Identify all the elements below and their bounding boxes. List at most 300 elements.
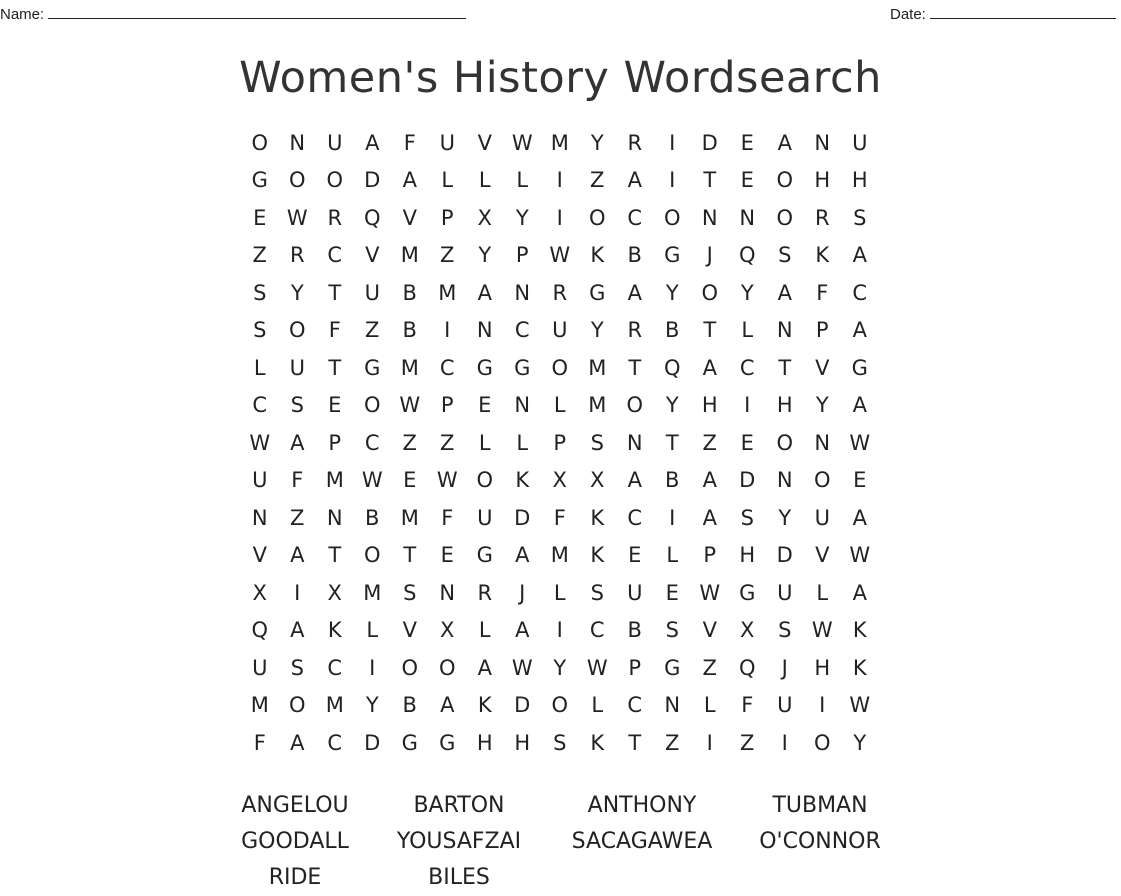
grid-letter: N bbox=[626, 430, 643, 455]
grid-letter: X bbox=[590, 468, 605, 493]
grid-letter: P bbox=[440, 205, 454, 230]
grid-letter: M bbox=[550, 543, 569, 568]
grid-letter: U bbox=[814, 505, 830, 530]
grid-letter: H bbox=[814, 168, 831, 193]
grid-letter: O bbox=[663, 205, 681, 230]
grid-letter: W bbox=[811, 618, 833, 643]
grid-letter: M bbox=[438, 280, 457, 305]
grid-letter: C bbox=[439, 355, 455, 380]
grid-letter: F bbox=[816, 280, 829, 305]
grid-letter: L bbox=[253, 355, 266, 380]
grid-letter: S bbox=[253, 318, 267, 343]
date-label: Date: bbox=[890, 6, 926, 23]
grid-letter: Z bbox=[440, 430, 455, 455]
grid-letter: L bbox=[666, 543, 679, 568]
grid-letter: C bbox=[364, 430, 380, 455]
grid-letter: U bbox=[552, 318, 568, 343]
grid-letter: U bbox=[439, 130, 455, 155]
grid-letter: O bbox=[401, 655, 419, 680]
grid-letter: R bbox=[814, 205, 830, 230]
grid-letter: V bbox=[252, 543, 267, 568]
grid-letter: K bbox=[590, 543, 605, 568]
grid-letter: E bbox=[853, 468, 867, 493]
grid-letter: A bbox=[365, 130, 380, 155]
grid-letter: D bbox=[776, 543, 793, 568]
grid-letter: M bbox=[550, 130, 569, 155]
grid-letter: G bbox=[401, 730, 418, 755]
grid-letter: Z bbox=[290, 505, 305, 530]
date-field bbox=[890, 4, 1116, 23]
grid-letter: G bbox=[664, 243, 681, 268]
grid-letter: W bbox=[586, 655, 608, 680]
grid-letter: H bbox=[739, 543, 756, 568]
grid-letter: N bbox=[814, 430, 831, 455]
grid-letter: D bbox=[514, 693, 531, 718]
grid-letter: N bbox=[251, 505, 268, 530]
grid-letter: N bbox=[439, 580, 456, 605]
grid-letter: T bbox=[628, 730, 642, 755]
grid-letter: Y bbox=[590, 130, 604, 155]
grid-letter: N bbox=[701, 205, 718, 230]
grid-letter: I bbox=[669, 130, 676, 155]
grid-letter: C bbox=[589, 618, 605, 643]
grid-letter: H bbox=[701, 393, 718, 418]
grid-letter: G bbox=[476, 543, 493, 568]
grid-letter: V bbox=[402, 618, 417, 643]
grid-letter: W bbox=[849, 543, 871, 568]
grid-letter: I bbox=[669, 168, 676, 193]
grid-letter: A bbox=[702, 468, 717, 493]
grid-letter: O bbox=[776, 168, 794, 193]
grid-letter: Z bbox=[590, 168, 605, 193]
grid-letter: Z bbox=[740, 730, 755, 755]
grid-letter: S bbox=[290, 655, 304, 680]
grid-letter: Z bbox=[702, 655, 717, 680]
grid-letter: G bbox=[439, 730, 456, 755]
letter-grid bbox=[241, 124, 879, 762]
grid-letter: O bbox=[251, 130, 269, 155]
grid-letter: Q bbox=[251, 618, 269, 643]
grid-letter: P bbox=[553, 430, 567, 455]
grid-letter: T bbox=[328, 355, 342, 380]
grid-letter: F bbox=[441, 505, 454, 530]
grid-letter: F bbox=[403, 130, 416, 155]
grid-letter: T bbox=[778, 355, 792, 380]
word-bank-item: TUBMAN bbox=[772, 793, 868, 818]
grid-letter: Q bbox=[363, 205, 381, 230]
word-bank-item: RIDE bbox=[268, 865, 322, 890]
grid-letter: V bbox=[402, 205, 417, 230]
grid-letter: L bbox=[591, 693, 604, 718]
name-blank-line bbox=[48, 4, 466, 19]
grid-letter: I bbox=[369, 655, 376, 680]
grid-letter: G bbox=[739, 580, 756, 605]
grid-letter: Q bbox=[738, 655, 756, 680]
grid-letter: J bbox=[519, 580, 526, 605]
grid-letter: A bbox=[440, 693, 455, 718]
word-bank bbox=[0, 788, 1121, 896]
grid-letter: L bbox=[553, 580, 566, 605]
grid-letter: A bbox=[627, 280, 642, 305]
grid-letter: U bbox=[627, 580, 643, 605]
grid-letter: I bbox=[444, 318, 451, 343]
grid-letter: Z bbox=[402, 430, 417, 455]
grid-letter: A bbox=[402, 168, 417, 193]
grid-letter: U bbox=[289, 355, 305, 380]
word-bank-item: ANGELOU bbox=[241, 793, 349, 818]
grid-letter: L bbox=[816, 580, 829, 605]
grid-letter: G bbox=[476, 355, 493, 380]
grid-letter: D bbox=[364, 168, 381, 193]
grid-letter: C bbox=[327, 730, 343, 755]
grid-letter: T bbox=[628, 355, 642, 380]
grid-letter: T bbox=[703, 318, 717, 343]
grid-letter: O bbox=[626, 393, 644, 418]
grid-letter: A bbox=[852, 580, 867, 605]
grid-letter: O bbox=[326, 168, 344, 193]
grid-letter: A bbox=[515, 543, 530, 568]
grid-letter: A bbox=[290, 730, 305, 755]
grid-letter: G bbox=[364, 355, 381, 380]
name-field bbox=[0, 4, 466, 23]
grid-letter: P bbox=[440, 393, 454, 418]
grid-letter: Y bbox=[853, 730, 867, 755]
grid-letter: H bbox=[851, 168, 868, 193]
grid-letter: A bbox=[852, 243, 867, 268]
grid-letter: P bbox=[815, 318, 829, 343]
grid-letter: C bbox=[627, 205, 643, 230]
grid-letter: O bbox=[813, 468, 831, 493]
grid-letter: K bbox=[590, 730, 605, 755]
grid-letter: N bbox=[514, 280, 531, 305]
grid-letter: O bbox=[363, 543, 381, 568]
grid-letter: G bbox=[514, 355, 531, 380]
grid-letter: I bbox=[556, 168, 563, 193]
word-bank-item: O'CONNOR bbox=[759, 829, 881, 854]
grid-letter: E bbox=[478, 393, 492, 418]
grid-letter: C bbox=[627, 693, 643, 718]
grid-letter: F bbox=[553, 505, 566, 530]
grid-letter: Y bbox=[665, 280, 679, 305]
grid-letter: C bbox=[327, 655, 343, 680]
grid-letter: O bbox=[363, 393, 381, 418]
grid-letter: A bbox=[852, 393, 867, 418]
grid-letter: I bbox=[556, 618, 563, 643]
grid-letter: R bbox=[627, 318, 643, 343]
grid-letter: H bbox=[514, 730, 531, 755]
word-bank-item: GOODALL bbox=[241, 829, 349, 854]
grid-letter: X bbox=[252, 580, 267, 605]
grid-letter: I bbox=[819, 693, 826, 718]
date-blank-line bbox=[930, 4, 1116, 19]
grid-letter: B bbox=[402, 318, 417, 343]
name-label: Name: bbox=[0, 6, 45, 23]
grid-letter: S bbox=[778, 243, 792, 268]
grid-letter: O bbox=[701, 280, 719, 305]
grid-letter: Q bbox=[738, 243, 756, 268]
grid-letter: W bbox=[399, 393, 421, 418]
grid-letter: N bbox=[326, 505, 343, 530]
grid-letter: A bbox=[515, 618, 530, 643]
grid-letter: T bbox=[665, 430, 679, 455]
grid-letter: M bbox=[400, 243, 419, 268]
grid-letter: K bbox=[590, 505, 605, 530]
grid-letter: V bbox=[365, 243, 380, 268]
grid-letter: A bbox=[777, 280, 792, 305]
grid-letter: W bbox=[249, 430, 271, 455]
grid-letter: T bbox=[703, 168, 717, 193]
grid-letter: U bbox=[252, 655, 268, 680]
grid-letter: A bbox=[702, 505, 717, 530]
grid-letter: V bbox=[702, 618, 717, 643]
grid-letter: B bbox=[627, 618, 642, 643]
grid-letter: N bbox=[776, 468, 793, 493]
grid-letter: O bbox=[776, 205, 794, 230]
grid-letter: O bbox=[813, 730, 831, 755]
grid-letter: S bbox=[403, 580, 417, 605]
word-bank-item: SACAGAWEA bbox=[571, 829, 713, 854]
grid-letter: R bbox=[552, 280, 568, 305]
word-bank-item: YOUSAFZAI bbox=[396, 829, 522, 854]
grid-letter: B bbox=[665, 318, 680, 343]
word-bank-item: BARTON bbox=[413, 793, 505, 818]
grid-letter: K bbox=[515, 468, 530, 493]
grid-letter: K bbox=[590, 243, 605, 268]
grid-letter: A bbox=[477, 655, 492, 680]
grid-letter: T bbox=[328, 280, 342, 305]
grid-letter: T bbox=[328, 543, 342, 568]
grid-letter: L bbox=[553, 393, 566, 418]
grid-letter: I bbox=[294, 580, 301, 605]
grid-letter: P bbox=[703, 543, 717, 568]
grid-letter: M bbox=[250, 693, 269, 718]
grid-letter: P bbox=[515, 243, 529, 268]
grid-letter: B bbox=[402, 693, 417, 718]
grid-letter: X bbox=[740, 618, 755, 643]
grid-letter: I bbox=[706, 730, 713, 755]
grid-letter: S bbox=[553, 730, 567, 755]
grid-letter: N bbox=[664, 693, 681, 718]
grid-letter: E bbox=[740, 430, 754, 455]
grid-letter: F bbox=[291, 468, 304, 493]
grid-letter: W bbox=[511, 130, 533, 155]
grid-letter: A bbox=[852, 505, 867, 530]
grid-letter: E bbox=[628, 543, 642, 568]
grid-letter: F bbox=[741, 693, 754, 718]
grid-letter: O bbox=[588, 205, 606, 230]
grid-letter: S bbox=[853, 205, 867, 230]
grid-letter: Y bbox=[590, 318, 604, 343]
grid-letter: M bbox=[400, 505, 419, 530]
grid-letter: L bbox=[366, 618, 379, 643]
grid-letter: L bbox=[441, 168, 454, 193]
grid-letter: X bbox=[552, 468, 567, 493]
grid-letter: A bbox=[290, 430, 305, 455]
grid-letter: D bbox=[364, 730, 381, 755]
grid-letter: A bbox=[627, 468, 642, 493]
grid-letter: K bbox=[815, 243, 830, 268]
grid-letter: W bbox=[849, 693, 871, 718]
grid-letter: A bbox=[477, 280, 492, 305]
grid-letter: S bbox=[290, 393, 304, 418]
grid-letter: Y bbox=[515, 205, 529, 230]
grid-letter: C bbox=[327, 243, 343, 268]
grid-letter: D bbox=[514, 505, 531, 530]
grid-letter: J bbox=[706, 243, 713, 268]
grid-letter: R bbox=[477, 580, 493, 605]
grid-letter: B bbox=[402, 280, 417, 305]
grid-letter: E bbox=[740, 168, 754, 193]
grid-letter: I bbox=[744, 393, 751, 418]
grid-letter: X bbox=[477, 205, 492, 230]
grid-letter: L bbox=[741, 318, 754, 343]
grid-letter: Y bbox=[815, 393, 829, 418]
grid-letter: M bbox=[325, 693, 344, 718]
grid-letter: B bbox=[665, 468, 680, 493]
grid-letter: O bbox=[776, 430, 794, 455]
grid-letter: N bbox=[739, 205, 756, 230]
grid-letter: U bbox=[852, 130, 868, 155]
grid-letter: M bbox=[363, 580, 382, 605]
grid-letter: C bbox=[514, 318, 530, 343]
grid-letter: W bbox=[699, 580, 721, 605]
grid-letter: N bbox=[289, 130, 306, 155]
grid-letter: P bbox=[328, 430, 342, 455]
grid-letter: B bbox=[627, 243, 642, 268]
grid-letter: V bbox=[815, 355, 830, 380]
grid-letter: Y bbox=[665, 393, 679, 418]
grid-letter: T bbox=[403, 543, 417, 568]
grid-letter: F bbox=[253, 730, 266, 755]
grid-letter: S bbox=[740, 505, 754, 530]
grid-letter: C bbox=[252, 393, 268, 418]
grid-letter: A bbox=[777, 130, 792, 155]
grid-letter: H bbox=[776, 393, 793, 418]
grid-letter: Y bbox=[778, 505, 792, 530]
grid-letter: K bbox=[477, 693, 492, 718]
grid-letter: U bbox=[252, 468, 268, 493]
grid-letter: X bbox=[440, 618, 455, 643]
grid-letter: W bbox=[511, 655, 533, 680]
grid-letter: U bbox=[777, 580, 793, 605]
grid-letter: A bbox=[290, 543, 305, 568]
grid-letter: I bbox=[556, 205, 563, 230]
grid-letter: O bbox=[551, 693, 569, 718]
grid-letter: K bbox=[852, 655, 867, 680]
grid-letter: L bbox=[516, 430, 529, 455]
grid-letter: Z bbox=[365, 318, 380, 343]
grid-letter: E bbox=[253, 205, 267, 230]
grid-letter: L bbox=[516, 168, 529, 193]
grid-letter: U bbox=[364, 280, 380, 305]
grid-letter: Y bbox=[740, 280, 754, 305]
grid-letter: U bbox=[777, 693, 793, 718]
grid-letter: K bbox=[852, 618, 867, 643]
grid-letter: U bbox=[327, 130, 343, 155]
grid-letter: S bbox=[778, 618, 792, 643]
grid-letter: O bbox=[476, 468, 494, 493]
grid-letter: M bbox=[400, 355, 419, 380]
grid-letter: C bbox=[739, 355, 755, 380]
grid-letter: N bbox=[514, 393, 531, 418]
grid-letter: G bbox=[251, 168, 268, 193]
grid-letter: E bbox=[665, 580, 679, 605]
grid-letter: W bbox=[849, 430, 871, 455]
grid-letter: E bbox=[328, 393, 342, 418]
grid-letter: W bbox=[436, 468, 458, 493]
grid-letter: M bbox=[325, 468, 344, 493]
grid-letter: E bbox=[740, 130, 754, 155]
grid-letter: H bbox=[814, 655, 831, 680]
grid-letter: O bbox=[288, 318, 306, 343]
grid-letter: Z bbox=[440, 243, 455, 268]
grid-letter: V bbox=[815, 543, 830, 568]
grid-letter: O bbox=[551, 355, 569, 380]
grid-letter: R bbox=[327, 205, 343, 230]
grid-letter: O bbox=[438, 655, 456, 680]
grid-letter: Z bbox=[252, 243, 267, 268]
grid-letter: A bbox=[627, 168, 642, 193]
grid-letter: M bbox=[588, 355, 607, 380]
grid-letter: H bbox=[476, 730, 493, 755]
grid-letter: L bbox=[478, 430, 491, 455]
grid-letter: R bbox=[289, 243, 305, 268]
grid-letter: Q bbox=[663, 355, 681, 380]
grid-letter: L bbox=[478, 168, 491, 193]
grid-letter: W bbox=[361, 468, 383, 493]
grid-letter: O bbox=[288, 693, 306, 718]
grid-letter: Y bbox=[365, 693, 379, 718]
grid-letter: Z bbox=[665, 730, 680, 755]
grid-letter: D bbox=[739, 468, 756, 493]
grid-letter: F bbox=[328, 318, 341, 343]
grid-letter: L bbox=[703, 693, 716, 718]
grid-letter: L bbox=[478, 618, 491, 643]
grid-letter: Y bbox=[478, 243, 492, 268]
grid-letter: S bbox=[665, 618, 679, 643]
grid-letter: R bbox=[627, 130, 643, 155]
grid-letter: A bbox=[702, 355, 717, 380]
grid-letter: D bbox=[701, 130, 718, 155]
grid-letter: C bbox=[852, 280, 868, 305]
grid-letter: W bbox=[549, 243, 571, 268]
grid-letter: X bbox=[327, 580, 342, 605]
grid-letter: Y bbox=[553, 655, 567, 680]
grid-letter: N bbox=[776, 318, 793, 343]
grid-letter: G bbox=[851, 355, 868, 380]
grid-letter: K bbox=[327, 618, 342, 643]
grid-letter: C bbox=[627, 505, 643, 530]
grid-letter: W bbox=[286, 205, 308, 230]
grid-letter: O bbox=[288, 168, 306, 193]
grid-letter: B bbox=[365, 505, 380, 530]
word-bank-item: ANTHONY bbox=[587, 793, 697, 818]
grid-letter: J bbox=[781, 655, 788, 680]
grid-letter: G bbox=[664, 655, 681, 680]
page-title: Women's History Wordsearch bbox=[239, 53, 882, 103]
word-bank-item: BILES bbox=[428, 865, 490, 890]
grid-letter: G bbox=[589, 280, 606, 305]
grid-letter: A bbox=[290, 618, 305, 643]
grid-letter: Z bbox=[702, 430, 717, 455]
grid-letter: P bbox=[628, 655, 642, 680]
grid-letter: U bbox=[477, 505, 493, 530]
grid-letter: S bbox=[590, 430, 604, 455]
grid-letter: N bbox=[814, 130, 831, 155]
grid-letter: A bbox=[852, 318, 867, 343]
grid-letter: S bbox=[590, 580, 604, 605]
grid-letter: M bbox=[588, 393, 607, 418]
